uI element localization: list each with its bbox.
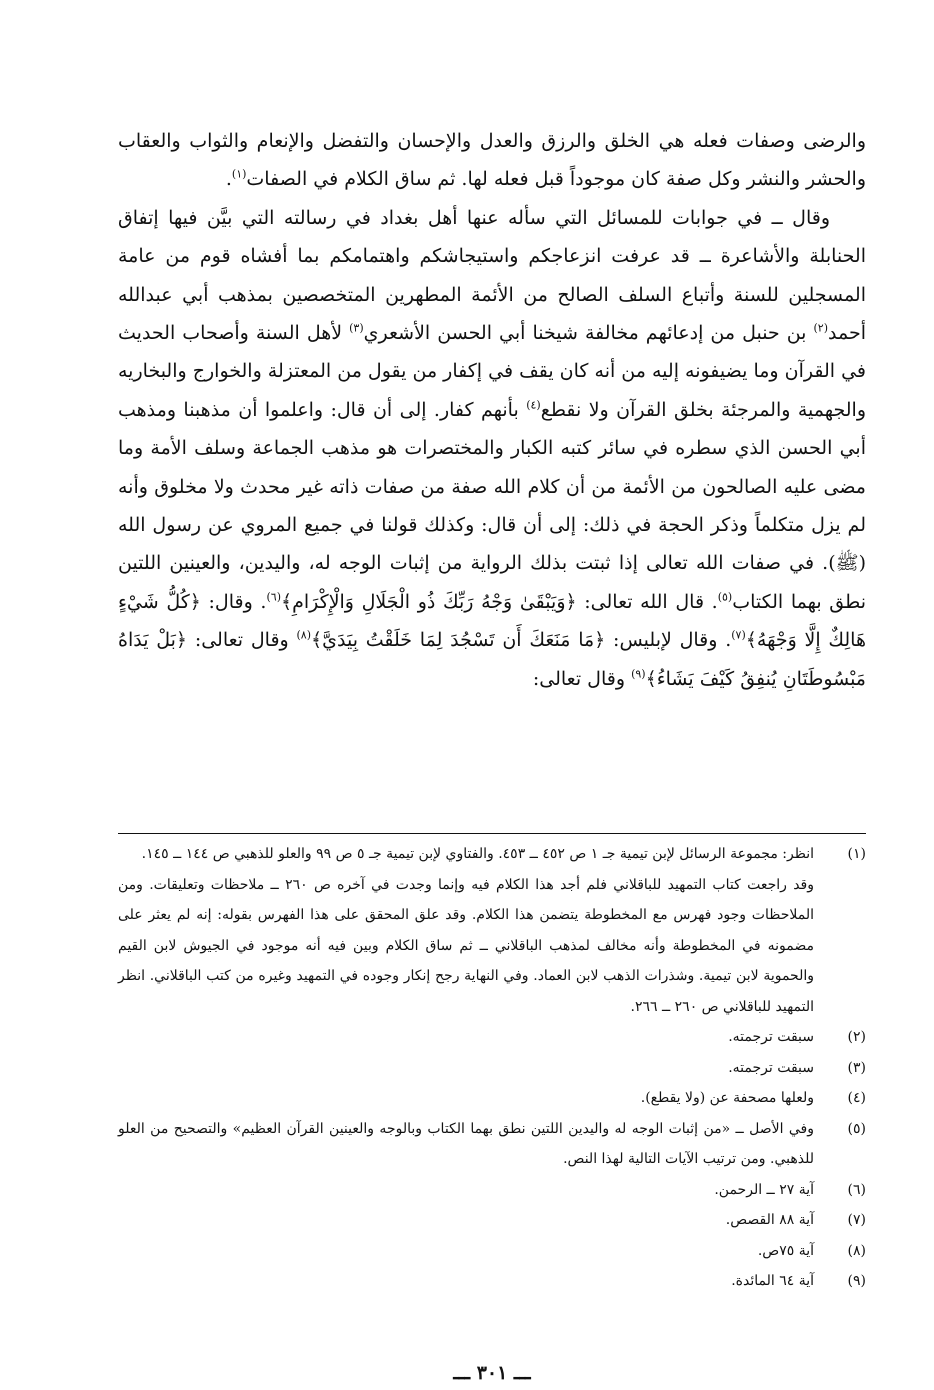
footnote-ref[interactable]: (٥): [717, 590, 733, 604]
text-run: وقال تعالى:: [532, 667, 632, 690]
quran-verse: . وقال لإبليس: ﴿مَا مَنَعَكَ أَن تَسْجُدَ لِمَا خَلَقْتُ بِيَدَيَّ﴾: [310, 629, 732, 652]
page: [118, 122, 867, 1384]
paragraph-1: [118, 122, 866, 199]
footnote-text: آية ٧٥ص.: [757, 1242, 814, 1259]
footnote-number: (٩): [847, 1273, 866, 1289]
paragraph-2: [118, 199, 866, 698]
text-run: بن حنبل من إدعائهم مخالفة شيخنا أبي الحسن الأشعري: [363, 322, 814, 345]
footnote-5: [118, 1114, 866, 1175]
quran-verse: وقال تعالى: ﴿بَلْ يَدَاهُ مَبْسُوطَتَانِ يُنفِقُ كَيْفَ يَشَاءُ﴾: [118, 629, 866, 690]
footnote-1: [118, 839, 866, 870]
footnote-ref[interactable]: (٨): [296, 628, 311, 642]
footnote-ref[interactable]: (٣): [349, 321, 364, 335]
footnote-divider: [118, 833, 866, 834]
quran-verse: . وقال: ﴿كُلُّ شَيْءٍ هَالِكٌ إِلَّا وَجْهَهُ﴾: [118, 590, 866, 652]
text-run: والرضى وصفات فعله هي الخلق والرزق والعدل والإحسان والتفضل والإنعام والثواب والعقاب والحشر والنشر وكل صفة كان موجوداً قبل فعله لها. ثم ساق الكلام في الصفات: [118, 130, 866, 191]
text-run: لأهل السنة وأصحاب الحديث في القرآن وما يضيفونه إليه من أنه كان يقف في إكفار من يقول من المعتزلة والخوارج والبخاريه والجهمية والمرجئة بخلق القرآن ولا نقطع: [118, 322, 867, 421]
footnote-text: آية ٢٧ ــ الرحمن.: [714, 1181, 814, 1198]
footnote-9: [118, 1266, 866, 1297]
footnote-ref[interactable]: (٤): [526, 398, 541, 412]
footnote-7: [118, 1205, 866, 1236]
footnote-2: [118, 1022, 866, 1053]
footnote-ref[interactable]: (١): [231, 168, 247, 182]
footnote-text: سبقت ترجمته.: [728, 1059, 814, 1076]
footnote-text: انظر: مجموعة الرسائل لإبن تيمية جـ ١ ص ٤٥٢ ــ ٤٥٣. والفتاوي لإبن تيمية جـ ٥ ص ٩٩ والعلو للذهبي ص ١٤٤ ــ ١٤٥.: [141, 846, 814, 862]
footnote-ref[interactable]: (٢): [813, 321, 829, 335]
footnote-ref[interactable]: (٧): [731, 628, 746, 642]
footnote-number: (١): [847, 846, 866, 862]
main-text: [118, 122, 866, 698]
footnote-text: آية ٦٤ المائدة.: [731, 1273, 814, 1289]
footnote-text: وفي الأصل ــ «من إثبات الوجه له واليدين اللتين نطق بهما الكتاب وبالوجه والعينين القرآن العظيم» والتصحيح من العلو للذهبي. ومن ترتيب الآيات التالية لهذا النص.: [118, 1120, 814, 1167]
footnote-number: (٥): [847, 1120, 866, 1137]
text-run: .: [225, 168, 232, 191]
footnote-text: ولعلها مصحفة عن (ولا يقطع).: [640, 1090, 814, 1106]
footnote-ref[interactable]: (٩): [631, 667, 646, 681]
footnote-number: (٢): [847, 1029, 866, 1045]
footnote-number: (٣): [847, 1059, 866, 1076]
footnote-1-continuation: وقد راجعت كتاب التمهيد للباقلاني فلم أجد هذا الكلام فيه وإنما وجدت في آخره ص ٢٦٠ ــ ملاحظات وتعليقات. ومن الملاحظات وجود فهرس مع المخطوطة يتضمن هذا الكلام. وقد علق المحقق على هذا الفهرس بقوله: إنه لم يعثر على مضمونه في المخطوطة وأنه مخالف لمذهب الباقلاني ــ ثم ساق الكلام وبين فيه أنه موجود في الجيوش لابن القيم والحموية لابن تيمية. وشذرات الذهب لابن العماد. وفي النهاية رجح إنكار وجوده في التمهيد وغيره من كتب الباقلاني. انظر التمهيد للباقلاني ص ٢٦٠ ــ ٢٦٦.: [118, 876, 814, 1015]
footnote-number: (٧): [847, 1212, 866, 1228]
footnote-4: [118, 1083, 866, 1114]
footnote-number: (٦): [847, 1181, 866, 1198]
footnote-ref[interactable]: (٦): [266, 590, 281, 604]
text-run: وقال ــ في جوابات للمسائل التي سأله عنها أهل بغداد في رسالته التي بيَّن فيها إتفاق الحنابلة والأشاعرة ــ قد عرفت انزعاجكم واستيجاشكم واهتمامكم بما أفشاه قوم من عامة المسجلين للسنة وأتباع السلف الصالح من الأئمة المطهرين المتخصصين بمذهب أبي عبدالله أحمد: [118, 206, 866, 345]
footnote-number: (٤): [847, 1090, 866, 1106]
footnote-number: (٨): [847, 1242, 866, 1259]
footnote-text: سبقت ترجمته.: [728, 1029, 814, 1045]
page-number: ـــ ٣٠١ ـــ: [453, 1362, 531, 1384]
quran-verse: . قال الله تعالى: ﴿وَيَبْقَىٰ وَجْهُ رَبِّكَ ذُو الْجَلَالِ وَالْإِكْرَامِ﴾: [280, 590, 718, 613]
footnote-text: آية ٨٨ القصص.: [725, 1212, 814, 1228]
footnotes: [118, 839, 866, 1297]
footnote-3: [118, 1053, 866, 1084]
text-run: بأنهم كفار. إلى أن قال: واعلموا أن مذهبنا ومذهب أبي الحسن الذي سطره في سائر كتبه الكبار والمختصرات هو مذهب الجماعة وسلف الأمة وما مضى عليه الصالحون من الأئمة من أن كلام الله صفة من صفات ذاته غير محدث ولا مخلوق وأنه لم يزل متكلماً وذكر الحجة في ذلك: إلى أن قال: وكذلك قولنا في جميع المروي عن رسول الله (ﷺ). في صفات الله تعالى إذا ثبتت بذلك الرواية من إثبات الوجه له، واليدين، والعينين اللتين نطق بهما الكتاب: [118, 398, 866, 613]
footnote-8: [118, 1236, 866, 1267]
footnote-6: [118, 1175, 866, 1206]
